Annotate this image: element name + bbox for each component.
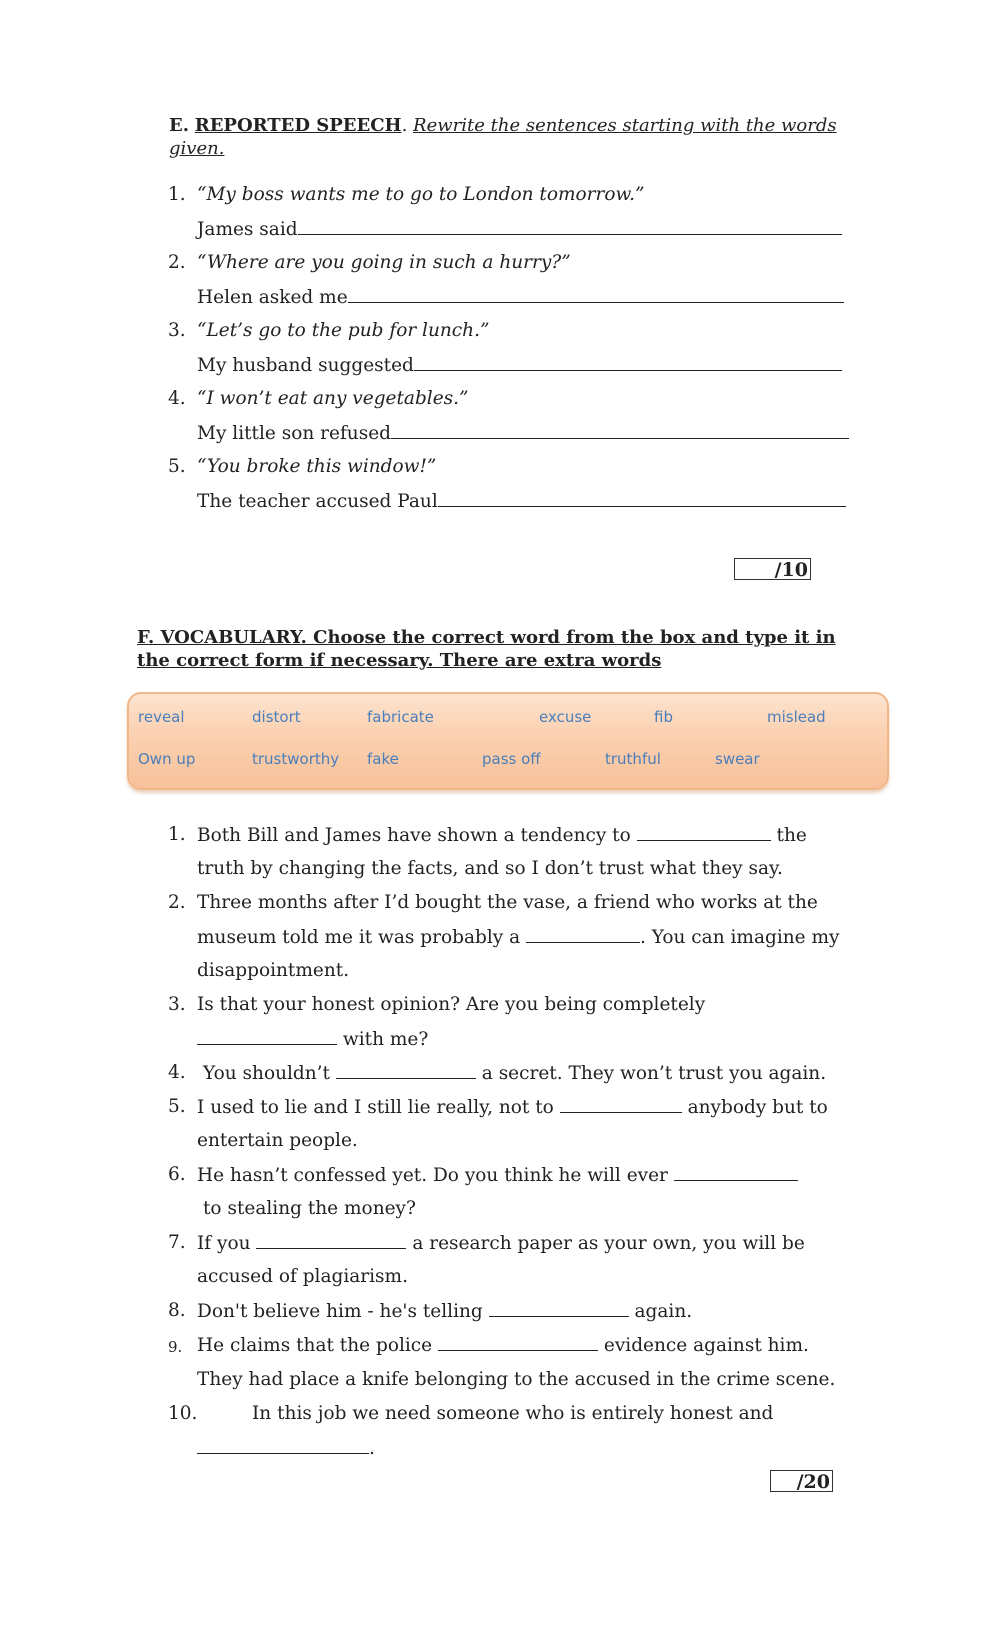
f-item-6-num: 6. bbox=[168, 1164, 186, 1185]
e-item-2-answer-line bbox=[197, 286, 844, 309]
section-f-heading-cont bbox=[137, 650, 661, 672]
f-item-1-line2: truth by changing the facts, and so I don’t trust what they say. bbox=[197, 858, 783, 879]
f-item-4-line1 bbox=[203, 1062, 826, 1085]
f-item-9-text-a: He claims that the police bbox=[197, 1335, 433, 1356]
f-item-10-line1: In this job we need someone who is entirely honest and bbox=[252, 1403, 774, 1424]
f-item-9-line1 bbox=[197, 1334, 809, 1357]
e-item-4-num: 4. bbox=[168, 388, 186, 409]
word-box bbox=[127, 692, 889, 790]
e-item-3-quote: “Let’s go to the pub for lunch.” bbox=[197, 320, 490, 341]
f-item-7-text-a: If you bbox=[197, 1233, 251, 1254]
e-item-4-answer-line bbox=[197, 422, 849, 445]
f-item-1-blank[interactable] bbox=[637, 824, 771, 841]
f-item-2-line3: disappointment. bbox=[197, 960, 350, 981]
f-item-4-text-a: You shouldn’t bbox=[203, 1063, 330, 1084]
f-item-10-blank[interactable] bbox=[197, 1437, 369, 1454]
e-item-2-blank[interactable] bbox=[348, 286, 844, 303]
section-f-heading-line1: F. VOCABULARY. Choose the correct word from the box and type it in bbox=[137, 627, 836, 648]
f-item-6-text-a: He hasn’t confessed yet. Do you think he will ever bbox=[197, 1165, 668, 1186]
section-e-title: REPORTED SPEECH bbox=[194, 115, 402, 136]
e-item-3-answer-line bbox=[197, 354, 842, 377]
f-item-9-text-b: evidence against him. bbox=[603, 1335, 809, 1356]
word-mislead: mislead bbox=[767, 708, 826, 726]
section-e-heading bbox=[169, 115, 837, 137]
e-item-1-num: 1. bbox=[168, 184, 186, 205]
f-item-4-text-b: a secret. They won’t trust you again. bbox=[481, 1063, 827, 1084]
word-pass-off: pass off bbox=[482, 750, 541, 768]
section-f-heading bbox=[137, 627, 836, 649]
f-item-8-num: 8. bbox=[168, 1300, 186, 1321]
e-item-3-blank[interactable] bbox=[414, 354, 842, 371]
f-item-7-line1 bbox=[197, 1232, 805, 1255]
f-item-9-blank[interactable] bbox=[438, 1334, 598, 1351]
e-item-5-blank[interactable] bbox=[438, 490, 846, 507]
e-item-1-answer-line bbox=[197, 218, 842, 241]
f-item-7-num: 7. bbox=[168, 1232, 186, 1253]
f-item-7-blank[interactable] bbox=[256, 1232, 406, 1249]
word-own-up: Own up bbox=[138, 750, 196, 768]
section-e-score-box[interactable]: /10 bbox=[734, 558, 811, 580]
section-f-score-box[interactable]: /20 bbox=[770, 1470, 833, 1492]
f-item-5-line1 bbox=[197, 1096, 828, 1119]
section-f-heading-line2: the correct form if necessary. There are extra words bbox=[137, 650, 662, 671]
e-item-4-blank[interactable] bbox=[391, 422, 849, 439]
e-item-2-quote: “Where are you going in such a hurry?” bbox=[197, 252, 571, 273]
f-item-5-num: 5. bbox=[168, 1096, 186, 1117]
f-item-4-blank[interactable] bbox=[336, 1062, 476, 1079]
word-trustworthy: trustworthy bbox=[252, 750, 340, 768]
e-item-3-start: My husband suggested bbox=[197, 355, 414, 376]
f-item-8-text-a: Don't believe him - he's telling bbox=[197, 1301, 483, 1322]
e-item-5-start: The teacher accused Paul bbox=[197, 491, 438, 512]
f-item-7-text-b: a research paper as your own, you will be bbox=[412, 1233, 805, 1254]
e-item-3-num: 3. bbox=[168, 320, 186, 341]
section-e-letter: E. bbox=[169, 115, 189, 136]
f-item-3-text-b: with me? bbox=[342, 1029, 429, 1050]
word-excuse: excuse bbox=[539, 708, 592, 726]
f-item-9-line2: They had place a knife belonging to the accused in the crime scene. bbox=[197, 1369, 836, 1390]
section-e-dot: . bbox=[401, 115, 408, 136]
f-item-2-blank[interactable] bbox=[526, 926, 640, 943]
f-item-5-line2: entertain people. bbox=[197, 1130, 358, 1151]
f-item-6-blank[interactable] bbox=[674, 1164, 798, 1181]
f-item-8-blank[interactable] bbox=[489, 1300, 629, 1317]
section-e-instruction: Rewrite the sentences starting with the words bbox=[413, 115, 837, 136]
word-reveal: reveal bbox=[138, 708, 185, 726]
e-item-5-answer-line bbox=[197, 490, 846, 513]
f-item-3-num: 3. bbox=[168, 994, 186, 1015]
f-item-3-blank[interactable] bbox=[197, 1028, 337, 1045]
f-item-7-line2: accused of plagiarism. bbox=[197, 1266, 408, 1287]
f-item-1-line1 bbox=[197, 824, 807, 847]
f-item-10-text-b: . bbox=[369, 1438, 375, 1459]
f-item-5-text-a: I used to lie and I still lie really, not to bbox=[197, 1097, 554, 1118]
e-item-2-num: 2. bbox=[168, 252, 186, 273]
word-swear: swear bbox=[715, 750, 760, 768]
f-item-8-line1 bbox=[197, 1300, 692, 1323]
f-item-10-line2 bbox=[197, 1437, 375, 1460]
f-item-4-num: 4. bbox=[168, 1062, 186, 1083]
e-item-1-blank[interactable] bbox=[298, 218, 842, 235]
f-item-5-text-b: anybody but to bbox=[687, 1097, 828, 1118]
f-item-1-text-b: the bbox=[776, 825, 807, 846]
word-fake: fake bbox=[367, 750, 399, 768]
f-item-10-num: 10. bbox=[168, 1403, 198, 1424]
f-item-2-text-c: . You can imagine my bbox=[640, 927, 840, 948]
f-item-2-num: 2. bbox=[168, 892, 186, 913]
e-item-1-quote: “My boss wants me to go to London tomorrow.” bbox=[197, 184, 645, 205]
f-item-3-line2 bbox=[197, 1028, 428, 1051]
e-item-4-quote: “I won’t eat any vegetables.” bbox=[197, 388, 469, 409]
e-item-5-num: 5. bbox=[168, 456, 186, 477]
f-item-9-num: 9. bbox=[168, 1338, 183, 1356]
e-item-4-start: My little son refused bbox=[197, 423, 391, 444]
word-truthful: truthful bbox=[605, 750, 661, 768]
e-item-1-start: James said bbox=[197, 219, 298, 240]
f-item-1-num: 1. bbox=[168, 824, 186, 845]
e-item-5-quote: “You broke this window!” bbox=[197, 456, 437, 477]
f-item-2-line1: Three months after I’d bought the vase, a friend who works at the bbox=[197, 892, 818, 913]
e-item-2-start: Helen asked me bbox=[197, 287, 348, 308]
word-fabricate: fabricate bbox=[367, 708, 434, 726]
f-item-3-line1: Is that your honest opinion? Are you being completely bbox=[197, 994, 706, 1015]
f-item-6-line1 bbox=[197, 1164, 798, 1187]
f-item-2-text-b: museum told me it was probably a bbox=[197, 927, 521, 948]
f-item-2-line2 bbox=[197, 926, 839, 949]
section-e-instruction-cont: given. bbox=[169, 138, 225, 159]
f-item-8-text-b: again. bbox=[634, 1301, 693, 1322]
word-distort: distort bbox=[252, 708, 301, 726]
f-item-1-text-a: Both Bill and James have shown a tendency to bbox=[197, 825, 631, 846]
word-fib: fib bbox=[654, 708, 673, 726]
f-item-5-blank[interactable] bbox=[560, 1096, 682, 1113]
f-item-6-line2: to stealing the money? bbox=[203, 1198, 416, 1219]
